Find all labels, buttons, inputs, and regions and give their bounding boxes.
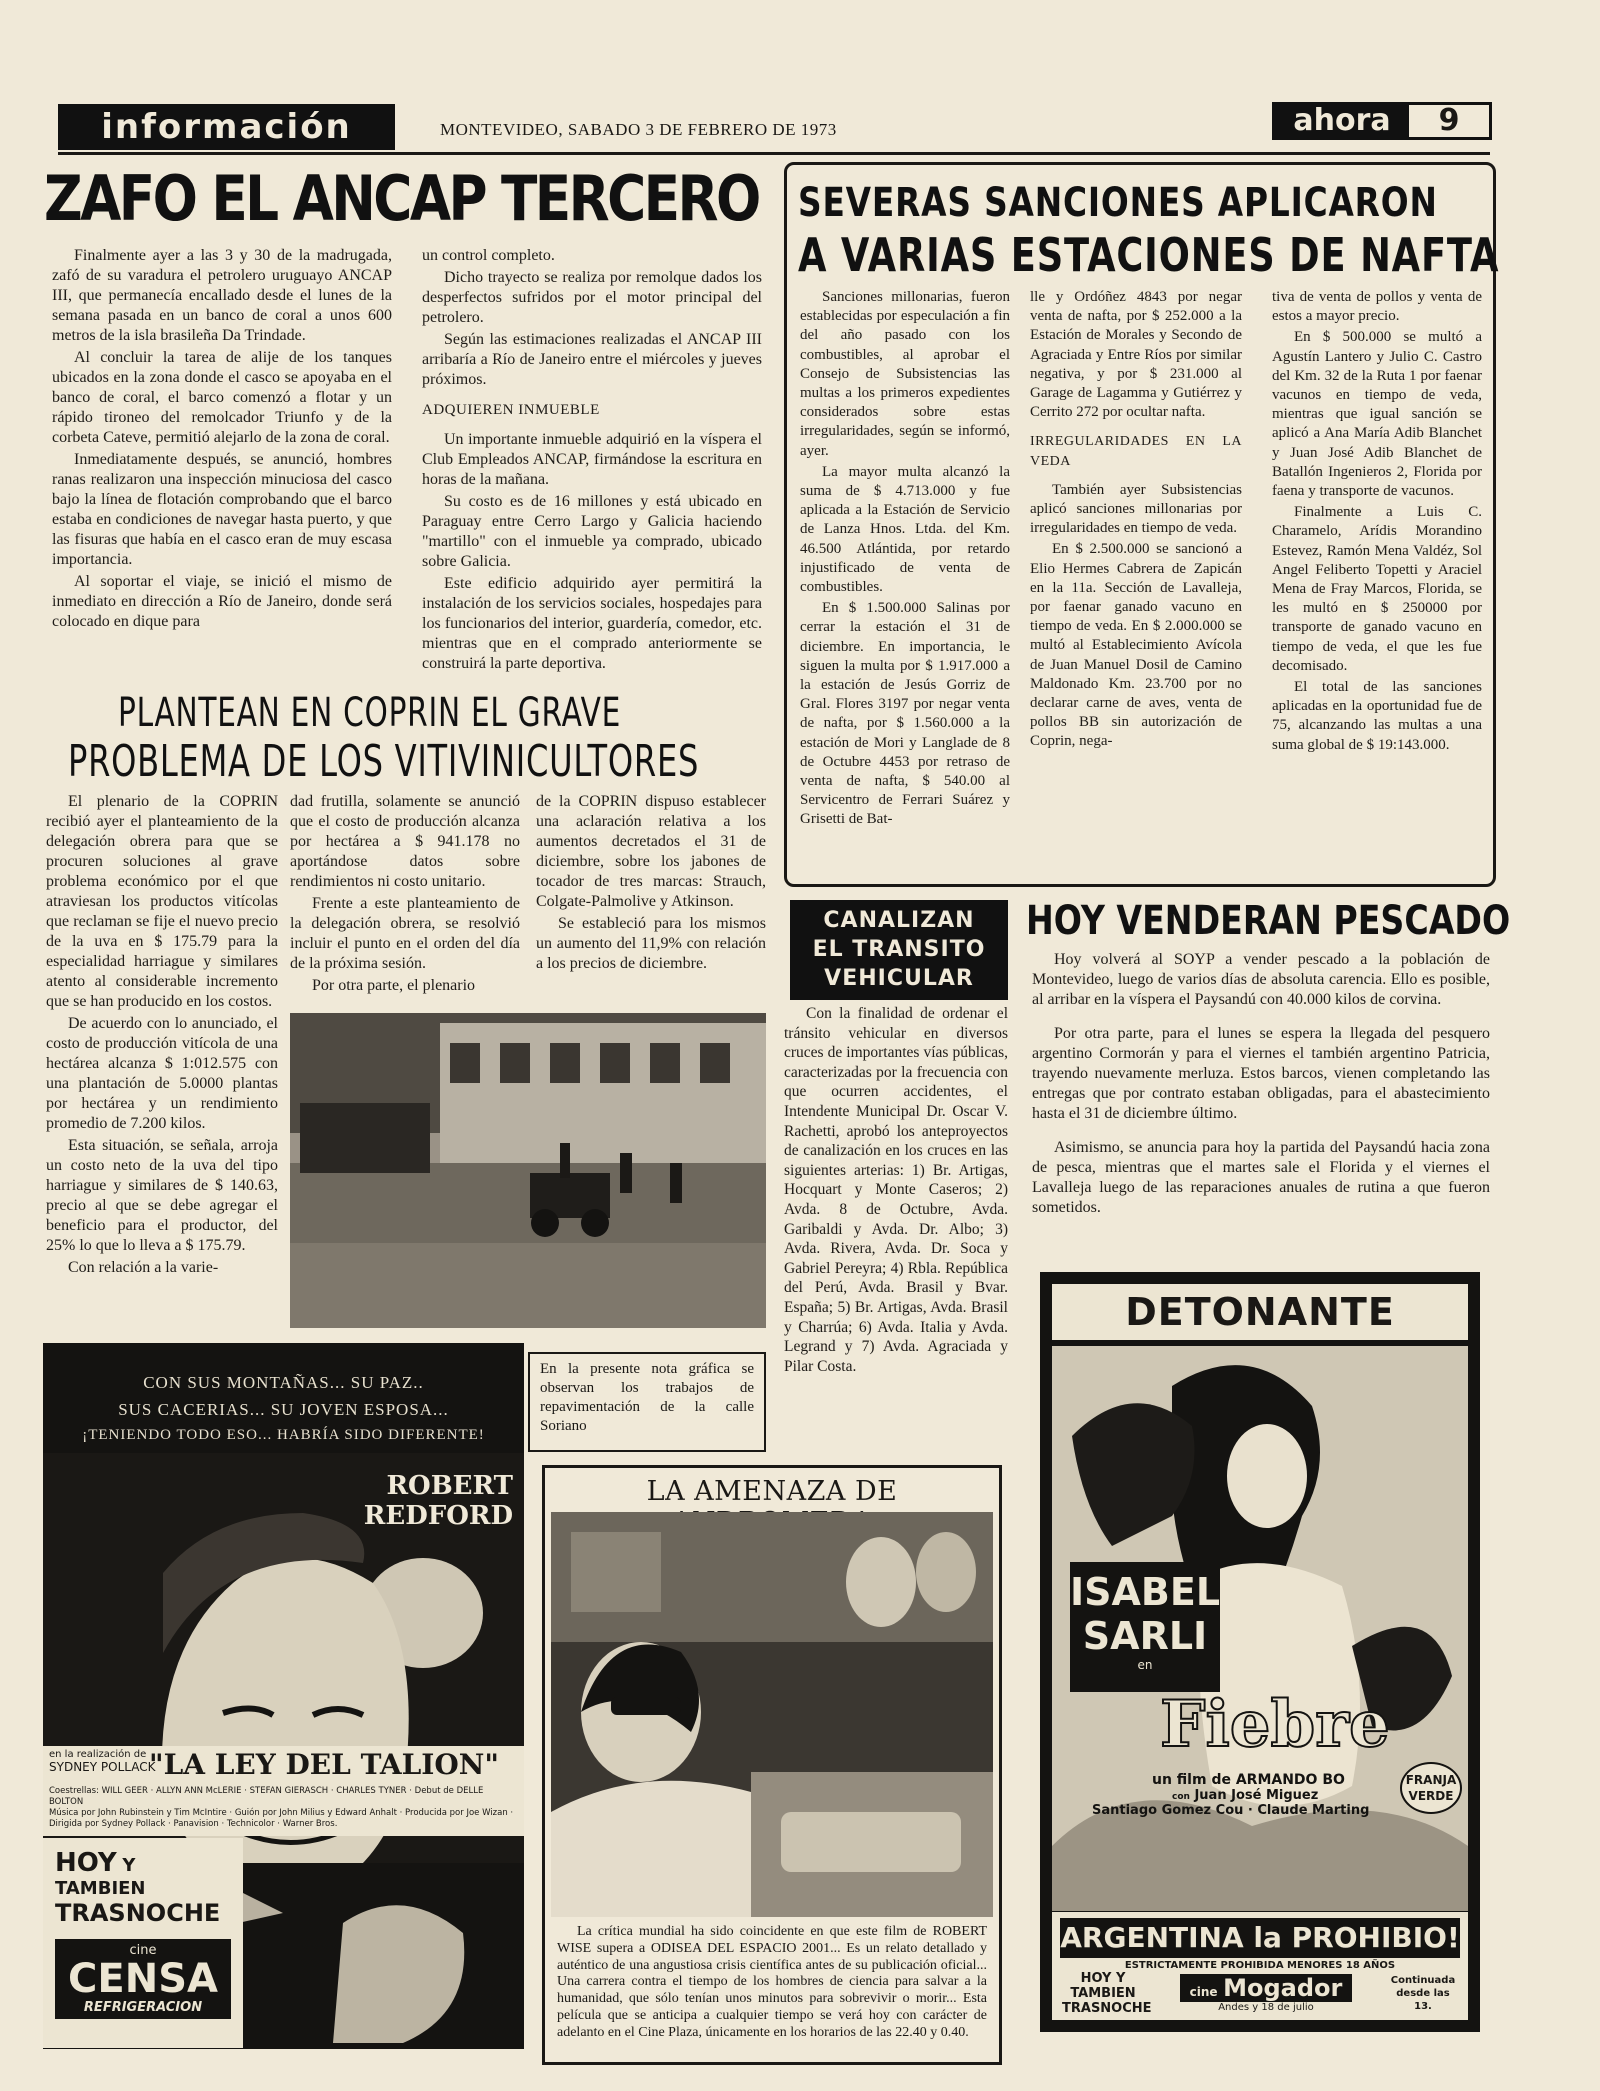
ancap-headline: ZAFO EL ANCAP TERCERO	[44, 162, 759, 235]
continuous-line: desde las 13.	[1396, 1988, 1450, 2012]
paragraph: De acuerdo con lo anunciado, el costo de producción vitícola de una hectárea alcanza $ 1:012.575 con una plantación de 5.0000 plantas por hectárea y un rendimiento promedio de 7.200 kilos.	[46, 1015, 278, 1132]
showtime-line: HOY Y	[1080, 1971, 1126, 1986]
showtime-tambien: Y TAMBIEN	[55, 1855, 146, 1899]
showtime-block	[43, 1838, 243, 2048]
andromeda-title: LA AMENAZA DE	[646, 1476, 898, 1507]
cast-1: Juan José Miguez	[1194, 1788, 1319, 1803]
paragraph: Hoy volverá al SOYP a vender pescado a la población de Montevideo, luego de varios días de absoluta carencia. Ello es posible, al arribar en la víspera el Paysandú con 40.000 kilos de corvina.	[1032, 951, 1490, 1008]
director-name: SYDNEY POLLACK	[49, 1760, 156, 1774]
ancap-column-2	[422, 246, 762, 676]
coprin-headline-2: PROBLEMA DE LOS VITIVINICULTORES	[68, 736, 700, 787]
paragraph: Finalmente ayer a las 3 y 30 de la madrugada, zafó de su varadura el petrolero uruguayo ANCAP III, que permanecía encallado desde el lunes de la semana pasada en un banco de coral a unos 600 metros de la isla brasileña Da Trindade.	[52, 247, 392, 344]
showtime-line: TRASNOCHE	[1062, 2001, 1152, 2016]
credits-small: Música por John Rubinstein y Tim McIntire · Guión por John Milius y Edward Anhalt · Producida por Joe Wizan · Dirigida por Sydney Pollack · Panavision · Technicolor · Warner Bros.	[49, 1808, 514, 1829]
ancap-column-1	[52, 246, 392, 634]
continuous-line: Continuada	[1390, 1975, 1456, 1986]
paragraph: Frente a este planteamiento de la delegación obrera, se resolvió incluir el punto en el orden del día de la próxima sesión.	[290, 895, 520, 972]
subhead: ADQUIEREN INMUEBLE	[422, 402, 600, 418]
cinema-name: CENSA	[68, 1956, 218, 2002]
star-block	[1070, 1562, 1220, 1692]
paragraph: También ayer Subsistencias aplicó sanciones millonarias por irregularidades en tiempo de veda.	[1030, 481, 1242, 537]
paragraph: La mayor multa alcanzó la suma de $ 4.713.000 y fue aplicada a la Estación de Servicio de Lanza Hnos. Ltda. del Km. 46.500 Atlántida, por retardo injustificado de venta de combustibles.	[800, 463, 1010, 596]
page-number: 9	[1409, 105, 1489, 137]
showtime-line: TAMBIEN	[1070, 1986, 1136, 2001]
sanciones-column-3	[1272, 288, 1482, 757]
canalizan-headline	[790, 900, 1008, 1000]
ad-amenaza-andromeda	[542, 1465, 1002, 2065]
masthead-rule	[58, 152, 1490, 155]
paragraph: En $ 500.000 se multó a Agustín Lantero y Julio C. Castro del Km. 32 de la Ruta 1 por faenar vacunos en tiempo de veda, mientras que igual sanción se aplicó a Ana María Adib Blanchet y Juan José Adib Blanchet de Batallón Ingenieros 2, Florida por faena y transporte de vacunos.	[1272, 329, 1482, 500]
paragraph: Un importante inmueble adquirió en la víspera el Club Empleados ANCAP, firmándose la escritura en horas de la mañana.	[422, 431, 762, 488]
paragraph: Finalmente a Luis C. Charamelo, Arídis Morandino Estevez, Ramón Mena Valdéz, Sol Angel Feliberto Topetti y Araciel Mena de Fray Marcos, Florida, se les multó en $ 250000 por transporte de ganado vacuno en tiempo de veda, el que les fue decomisado.	[1272, 504, 1482, 674]
paragraph: un control completo.	[422, 247, 555, 264]
credit-prefix: en la realización de	[49, 1749, 147, 1760]
cast-list: Coestrellas: WILL GEER · ALLYN ANN McLERIE · STEFAN GIERASCH · CHARLES TYNER · Debut de DELLE BOLTON	[49, 1786, 484, 1807]
paragraph: En $ 2.500.000 se sancionó a Elio Hermes Cabrera de Zapicán en la 11a. Sección de Lavalleja, por faenar ganado vacuno en tiempo de veda. En $ 2.000.000 se multó al Establecimiento Avícola de Juan Manuel Dosil de Camino Maldonado Km. 23.700 por no declarar carne de aves, venta de pollos BB sin autorización de Coprin, nega-	[1030, 541, 1242, 750]
credits-panel	[1052, 1772, 1392, 1818]
paragraph: Sanciones millonarias, fueron establecidas por especulación a fin del año pasado con los combustibles, al aprobar el Consejo de Subsistencias las multas a los primeros expedientes considerados sobre estas irregularidades, según se informó, ayer.	[800, 289, 1010, 459]
paragraph: Esta situación, se señala, arroja un costo neto de la uva del tipo harriague y similares de $ 140.63, precio al que se debe agregar el beneficio para el productor, del 25% lo que lo lleva a $ 175.79.	[46, 1137, 278, 1254]
paragraph: Este edificio adquirido ayer permitirá la instalación de los servicios sociales, hospedajes para los funcionarios del interior, guardería, comedor, etc. mientras que en el comprado anteriormente se construirá la parte deportiva.	[422, 575, 762, 672]
paragraph: El total de las sanciones aplicadas en la oportunidad fue de 75, alcanzando las multas a una suma global de $ 19:143.000.	[1272, 679, 1482, 753]
paragraph: Su costo es de 16 millones y está ubicado en Paraguay entre Cerro Largo y Galicia haciendo "martillo" con el inmueble ya comprado, ubicado sobre Galicia.	[422, 493, 762, 570]
subhead: IRREGULARIDADES EN LA VEDA	[1030, 434, 1242, 469]
showtime-hoy: HOY	[55, 1848, 117, 1878]
brand-name: ahora	[1275, 105, 1409, 137]
ad-tagline-1: CON SUS MONTAÑAS... SU PAZ..	[143, 1373, 424, 1392]
prohibition-banner: ARGENTINA la PROHIBIO!	[1060, 1918, 1460, 1958]
pescado-body	[1032, 950, 1490, 1220]
section-label: información	[58, 104, 395, 150]
paragraph: Con relación a la varie-	[68, 1259, 219, 1276]
star-name-1: ISABEL	[1070, 1570, 1221, 1614]
cinema-note: REFRIGERACION	[83, 2000, 203, 2015]
photo-caption: En la presente nota gráfica se observan los trabajos de repavimentación de la calle Soriano	[528, 1352, 766, 1452]
credits-panel	[43, 1746, 524, 1836]
paragraph: Por otra parte, el plenario	[312, 977, 476, 994]
badge-line: FRANJA	[1405, 1773, 1457, 1787]
rating-badge	[1400, 1762, 1462, 1814]
coprin-column-1	[46, 792, 278, 1280]
street-repaving-photo	[290, 1013, 766, 1328]
showtime-trasnoche: TRASNOCHE	[55, 1899, 221, 1927]
andromeda-photo	[551, 1512, 993, 1917]
sanciones-column-1	[800, 288, 1010, 832]
ad-tagline-3: ¡TENIENDO TODO ESO... HABRÍA SIDO DIFERENTE!	[82, 1427, 485, 1443]
star-en: en	[1137, 1658, 1153, 1672]
sarli-footer	[1052, 1912, 1468, 2020]
badge-line: VERDE	[1408, 1789, 1454, 1803]
paragraph: Inmediatamente después, se anunció, hombres ranas realizaron una inspección minuciosa del casco bajo la línea de flotación comprobando que el barco estaba en condiciones de navegar hasta puerto, y que las fisuras que había en el casco eran de muy escasa importancia.	[52, 451, 392, 568]
paragraph: Al concluir la tarea de alije de los tanques ubicados en la zona donde el casco se apoyaba en el banco de coral, el barco comenzó a flotar y un rápido tironeo del remolcador Triunfo y de la corbeta Cateve, permitió alejarlo de la zona de coral.	[52, 349, 392, 446]
paragraph: Dicho trayecto se realiza por remolque dados los desperfectos sufridos por el motor principal del petrolero.	[422, 269, 762, 326]
coprin-headline-1: PLANTEAN EN COPRIN EL GRAVE	[118, 690, 622, 736]
sanciones-headline-2: A VARIAS ESTACIONES DE NAFTA	[798, 228, 1500, 282]
paragraph: Según las estimaciones realizadas el ANCAP III arribaría a Río de Janeiro entre el miércoles y jueves próximos.	[422, 331, 762, 388]
star-name-2: REDFORD	[363, 1501, 513, 1531]
cinema-label: cine	[129, 1943, 157, 1958]
film-director: un film de ARMANDO BO	[1152, 1772, 1345, 1788]
sarli-header: DETONANTE	[1052, 1284, 1468, 1340]
headline-line: EL TRANSITO	[812, 937, 986, 962]
andromeda-text: La crítica mundial ha sido coincidente en que este film de ROBERT WISE supera a ODISEA DEL ESPACIO 2001... Es un relato detallado y auténtico de una angustiosa crisis científica antes de su publicación oficial... Una carrera contra el tiempo de los hombres de ciencia para salvar a la humanidad, que sólo tenían unos minutos para sobrevivir o morir... Esta película que se anticipa a cualquier tiempo se verá hoy con carácter de adelanto en el Cine Plaza, únicamente en los horarios de las 22.40 y 0.40.	[557, 1924, 987, 2040]
ad-ley-del-talion	[43, 1343, 524, 2049]
age-restriction: ESTRICTAMENTE PROHIBIDA MENORES 18 AÑOS	[1124, 1960, 1396, 1971]
canalizan-body	[784, 1004, 1008, 1378]
sanciones-column-2	[1030, 288, 1242, 754]
film-title: Fiebre	[1160, 1687, 1390, 1762]
ad-tagline-2: SUS CACERIAS... SU JOVEN ESPOSA...	[118, 1400, 449, 1419]
paragraph: tiva de venta de pollos y venta de estos a mayor precio.	[1272, 289, 1482, 325]
headline-line: VEHICULAR	[824, 966, 974, 991]
paragraph: dad frutilla, solamente se anunció que el costo de producción alcanza por hectárea a $ 941.178 no aportándose datos sobre rendimientos ni costo unitario.	[290, 793, 520, 890]
ad-fiebre	[1040, 1272, 1480, 2032]
film-title: "LA LEY DEL TALION"	[149, 1748, 499, 1781]
cinema-address: Andes y 18 de julio	[1218, 2002, 1314, 2013]
star-name-2: SARLI	[1082, 1614, 1208, 1658]
issue-date: MONTEVIDEO, SABADO 3 DE FEBRERO DE 1973	[440, 120, 837, 139]
cast-2: Santiago Gomez Cou · Claude Marting	[1092, 1803, 1370, 1818]
star-name-1: ROBERT	[386, 1471, 513, 1501]
brand-block	[1272, 102, 1492, 140]
paragraph: Asimismo, se anuncia para hoy la partida del Paysandú hacia zona de pesca, mientras que el martes sale el Florida y el viernes el Lavalleja luego de las reparaciones anuales de rutina a que fueron sometidos.	[1032, 1139, 1490, 1216]
paragraph: Al soportar el viaje, se inició el mismo de inmediato en dirección a Río de Janeiro, donde será colocado en dique para	[52, 573, 392, 630]
headline-line: CANALIZAN	[823, 908, 975, 933]
cinema-label: cine	[1189, 1985, 1218, 1999]
con-label: con	[1172, 1792, 1190, 1802]
coprin-column-2	[290, 792, 520, 1002]
paragraph: El plenario de la COPRIN recibió ayer el planteamiento de la delegación obrera para que se procuren soluciones al grave problema económico por el que atraviesan los productos vitícolas que reclaman se fije el nuevo precio de la uva en $ 175.79 para la especialidad harriague y similares atento al considerable incremento que se han producido en los costos.	[46, 793, 278, 1010]
paragraph: lle y Ordóñez 4843 por negar venta de nafta, por $ 252.000 a la Estación de Morales y Secondo de Agraciada y Entre Ríos por similar negativa, y por $ 231.000 al Garage de Lagamma y Gutiérrez y Cerrito 272 por ocultar nafta.	[1030, 289, 1242, 421]
paragraph: En $ 1.500.000 Salinas por cerrar la estación el 31 de diciembre. En importancia, le siguen la multa por $ 1.917.000 a la estación de Jesús Gorriz de Gral. Flores 3197 por negar venta de nafta, por $ 1.560.000 a la estación de Mori y Langlade de 8 de Octubre 4453 por retraso de venta de nafta, $ 540.00 al Servicentro de Ferrari Suárez y Grisetti de Bat-	[800, 600, 1010, 828]
paragraph: Por otra parte, para el lunes se espera la llegada del pesquero argentino Cormorán y para el viernes el también argentino Patricia, trayendo nuevamente merluza. Estos barcos, vienen completando las entregas que por contrato estaban obligadas, para el abastecimiento hasta el 31 de diciembre último.	[1032, 1025, 1490, 1122]
sanciones-headline-1: SEVERAS SANCIONES APLICARON	[798, 180, 1438, 226]
paragraph: Con la finalidad de ordenar el tránsito vehicular en diversos cruces de importantes vías públicas, caracterizadas por la frecuencia con que ocurren accidentes, el Intendente Municipal Dr. Oscar V. Rachetti, aprobó los anteproyectos de canalización en los cruces en las siguientes arterias: 1) Br. Artigas, Hocquart y Monte Caseros; 2) Avda. 8 de Octubre, Avda. Garibaldi y Avda. Dr. Albo; 3) Avda. Rivera, Avda. Dr. Soca y Gabriel Pereyra; 4) Rbla. República del Perú, Avda. Brasil y Bvar. España; 5) Br. Artigas, Avda. Brasil y Charrúa; 6) Avda. Italia y Avda. Legrand y 7) Avda. Agraciada y Pilar Costa.	[784, 1005, 1008, 1375]
pescado-headline: HOY VENDERAN PESCADO	[1026, 898, 1511, 944]
paragraph: de la COPRIN dispuso establecer una aclaración relativa a los aumentos decretados el 31 de diciembre, sobre los jabones de tocador de tres marcas: Strauch, Colgate-Palmolive y Atkinson.	[536, 793, 766, 910]
paragraph: Se estableció para los mismos un aumento del 11,9% con relación a los precios de diciembre.	[536, 915, 766, 972]
cinema-name: Mogador	[1223, 1974, 1343, 2002]
coprin-column-3	[536, 792, 766, 1002]
